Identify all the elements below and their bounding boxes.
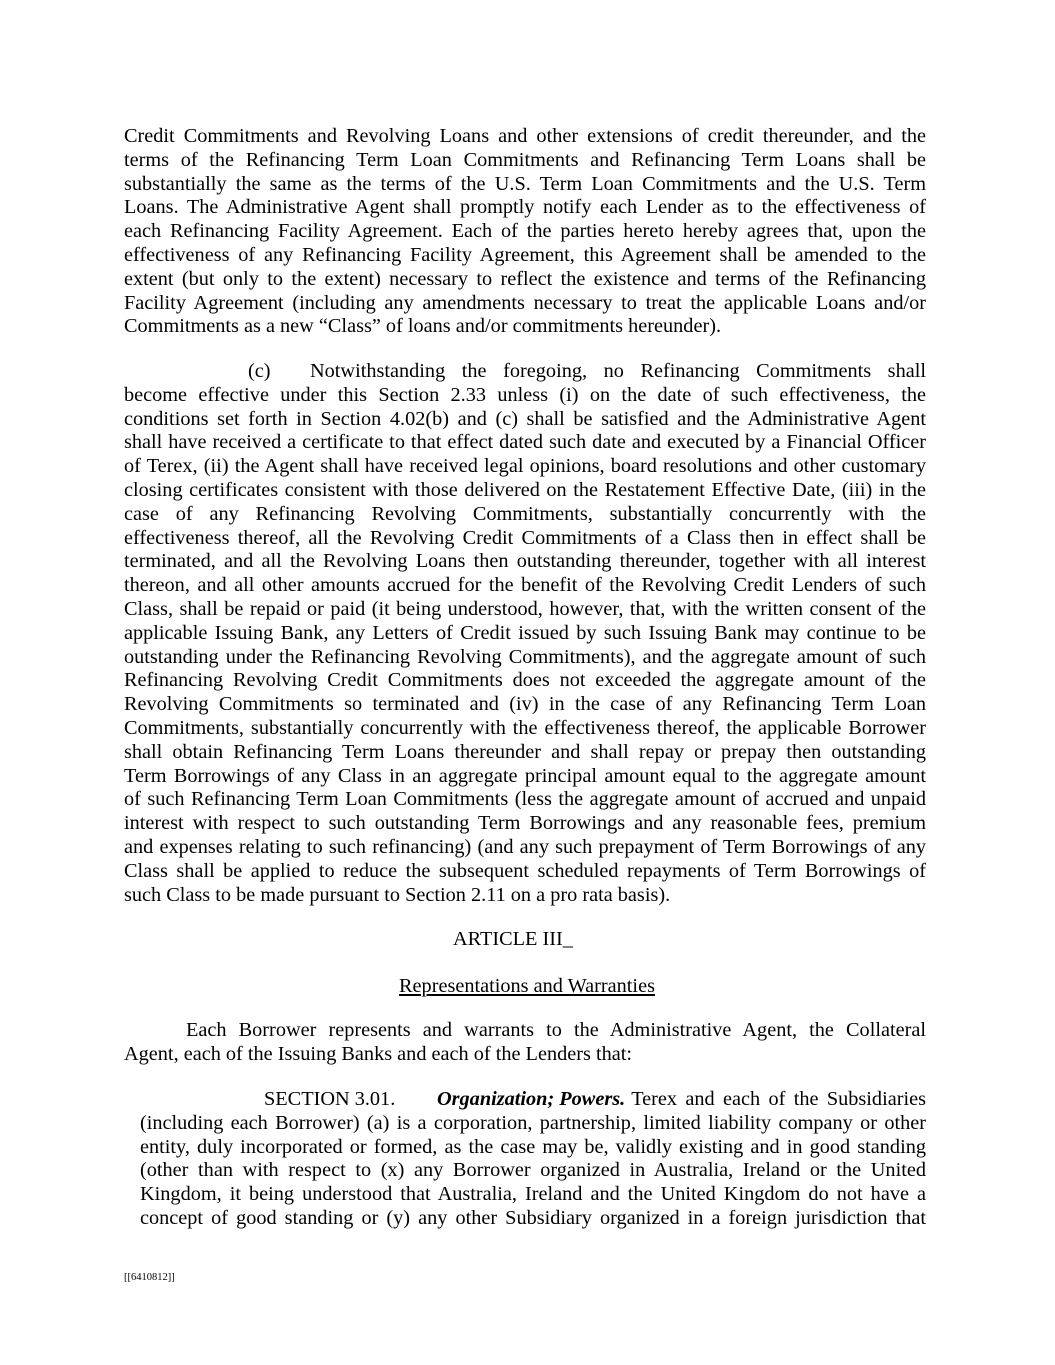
clause-c-paragraph: [124, 360, 926, 907]
paragraph-line: substantially the same as the terms of the U.S. Term Loan Commitments and the U.S. Term: [124, 172, 926, 195]
paragraph-line: Each Borrower represents and warrants to the Administrative Agent, the Collateral: [186, 1019, 926, 1041]
paragraph-line: Credit Commitments and Revolving Loans and other extensions of credit thereunder, and the: [124, 125, 926, 147]
paragraph-line: become effective under this Section 2.33 unless (i) on the date of such effectiveness, the: [124, 383, 926, 406]
paragraph-line: case of any Refinancing Revolving Commitments, substantially concurrently with the: [124, 502, 926, 525]
continuation-paragraph: [124, 125, 926, 339]
paragraph-line: entity, duly incorporated or formed, as the case may be, validly existing and in good standing: [140, 1135, 926, 1158]
paragraph-line: (including each Borrower) (a) is a corporation, partnership, limited liability company or other: [140, 1111, 926, 1134]
paragraph-line: Class shall be applied to reduce the subsequent scheduled repayments of Term Borrowings of: [124, 859, 926, 882]
paragraph-line: Loans. The Administrative Agent shall promptly notify each Lender as to the effectiveness of: [124, 196, 926, 219]
paragraph-line: Refinancing Revolving Credit Commitments does not exceeded the aggregate amount of the: [124, 669, 926, 692]
paragraph-line: (other than with respect to (x) any Borrower organized in Australia, Ireland or the United: [140, 1159, 926, 1182]
paragraph-line: Facility Agreement (including any amendments necessary to treat the applicable Loans and/or: [124, 291, 926, 314]
paragraph-line: of Terex, (ii) the Agent shall have received legal opinions, board resolutions and other customary: [124, 455, 926, 478]
document-id-footer: [[6410812]]: [124, 1272, 175, 1283]
paragraph-line: shall obtain Refinancing Term Loans thereunder and shall repay or prepay then outstanding: [124, 740, 926, 763]
paragraph-line: closing certificates consistent with those delivered on the Restatement Effective Date, (iii) in the: [124, 478, 926, 501]
article-heading-text: Representations and Warranties: [399, 975, 655, 997]
paragraph-line: Agent, each of the Issuing Banks and each of the Lenders that:: [124, 1042, 632, 1065]
paragraph-line: applicable Issuing Bank, any Letters of Credit issued by such Issuing Bank may continue to be: [124, 621, 926, 644]
paragraph-line: Term Borrowings of any Class in an aggregate principal amount equal to the aggregate amount: [124, 764, 926, 787]
section-3-01-paragraph: [140, 1088, 926, 1231]
paragraph-line: effectiveness of any Refinancing Facility Agreement, this Agreement shall be amended to the: [124, 243, 926, 266]
section-title: Organization; Powers.: [437, 1088, 626, 1110]
paragraph-line: terms of the Refinancing Term Loan Commitments and Refinancing Term Loans shall be: [124, 148, 926, 171]
paragraph-line: shall have received a certificate to that effect dated such date and executed by a Financial Officer: [124, 431, 926, 454]
article-heading: [124, 975, 930, 999]
paragraph-line: outstanding under the Refinancing Revolving Commitments), and the aggregate amount of such: [124, 645, 926, 668]
paragraph-line: effectiveness thereof, all the Revolving Credit Commitments of a Class then in effect shall be: [124, 526, 926, 549]
section-heading-line: [140, 1088, 926, 1112]
paragraph-line: concept of good standing or (y) any other Subsidiary organized in a foreign jurisdiction that: [140, 1206, 926, 1229]
clause-label: (c): [248, 360, 271, 382]
paragraph-line: such Class to be made pursuant to Section 2.11 on a pro rata basis).: [124, 883, 671, 906]
paragraph-line: terminated, and all the Revolving Loans then outstanding thereunder, together with all interest: [124, 550, 926, 573]
paragraph-line: Revolving Commitments so terminated and (iv) in the case of any Refinancing Term Loan: [124, 693, 926, 716]
paragraph-line: each Refinancing Facility Agreement. Each of the parties hereto hereby agrees that, upon the: [124, 220, 926, 243]
paragraph-line: Commitments as a new “Class” of loans and/or commitments hereunder).: [124, 315, 722, 338]
paragraph-line: conditions set forth in Section 4.02(b) and (c) shall be satisfied and the Administrative Agent: [124, 407, 926, 430]
paragraph-line: Class, shall be repaid or paid (it being understood, however, that, with the written consent of the: [124, 597, 926, 620]
paragraph-line: interest with respect to such outstanding Term Borrowings and any reasonable fees, premium: [124, 812, 926, 835]
paragraph-line: Notwithstanding the foregoing, no Refinancing Commitments shall: [310, 360, 926, 382]
paragraph-line: of such Refinancing Term Loan Commitments (less the aggregate amount of accrued and unpaid: [124, 788, 926, 811]
paragraph-line: thereon, and all other amounts accrued for the benefit of the Revolving Credit Lenders of such: [124, 574, 926, 597]
clause-first-line: [124, 360, 926, 384]
paragraph-line: Commitments, substantially concurrently with the effectiveness thereof, the applicable Borrower: [124, 716, 926, 739]
article-title: ARTICLE III_: [453, 928, 573, 950]
paragraph-line: extent (but only to the extent) necessary to reflect the existence and terms of the Refinancing: [124, 267, 926, 290]
intro-paragraph: [124, 1019, 926, 1067]
paragraph-line: and expenses relating to such refinancing) (and any such prepayment of Term Borrowings of any: [124, 835, 926, 858]
section-number: SECTION 3.01.: [264, 1088, 396, 1110]
paragraph-line: Kingdom, it being understood that Australia, Ireland and the United Kingdom do not have a: [140, 1183, 926, 1206]
paragraph-line: Terex and each of the Subsidiaries: [631, 1088, 926, 1110]
